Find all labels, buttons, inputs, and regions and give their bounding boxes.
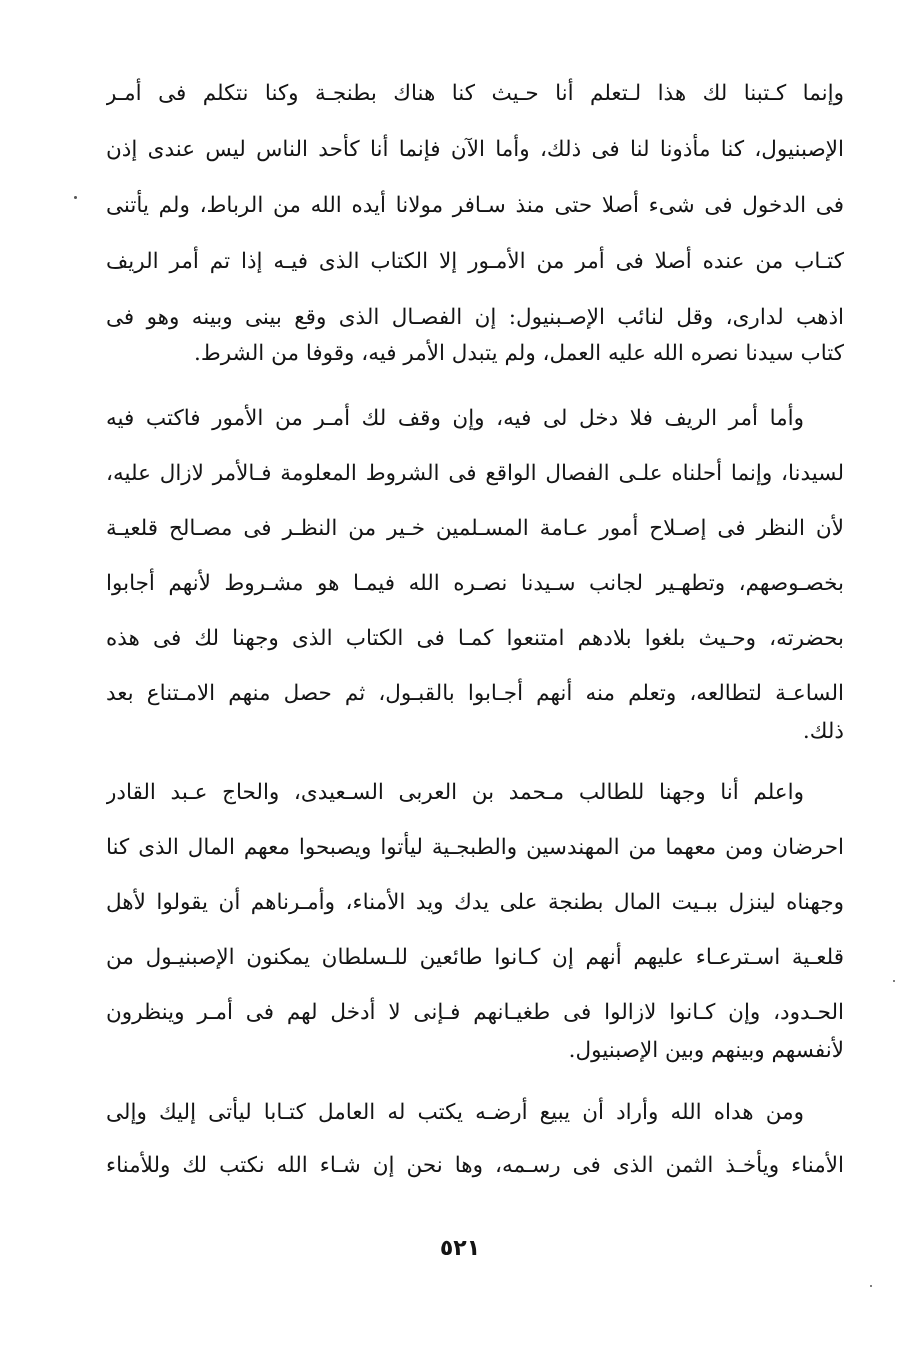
paragraph-first-line: وأما أمر الريف فلا دخل لى فيه، وإن وقف لك أمـر من الأمور فاكتب فيه	[106, 406, 804, 431]
text-line: الحـدود، وإن كـانوا لازالوا فى طغيـانهم فـإنى لا أدخل لهم فى أمـر وينظرون	[106, 1000, 844, 1025]
scan-speck	[870, 1285, 872, 1287]
text-line: لسيدنا، وإنما أحلناه علـى الفصال الواقع فى الشروط المعلومة فـالأمر لازال عليه،	[106, 461, 844, 486]
text-line: وإنما كـتبنا لك هذا لـتعلم أنا حـيث كنا هناك بطنجـة وكنا نتكلم فى أمـر	[106, 81, 844, 106]
text-line: ذلك.	[802, 719, 844, 744]
text-line: لأنفسهم وبينهم وبين الإصبنيول.	[568, 1038, 844, 1063]
text-line: قلعـية اسـترعـاء عليهم أنهم إن كـانوا طائعين للـسلطان يمكنون الإصبنيـول من	[106, 945, 844, 970]
paragraph-first-line: واعلم أنا وجهنا للطالب مـحمد بن العربى السـعيدى، والحاج عـبد القادر	[106, 780, 804, 805]
text-line: بخصـوصهم، وتطهـير لجانب سـيدنا نصـره الله فيمـا هو مشـروط لأنهم أجابوا	[106, 571, 844, 596]
text-line: احرضان ومن معهما من المهندسين والطبجـية ليأتوا ويصبحوا معهم المال الذى كنا	[106, 835, 844, 860]
text-line: وجهناه لينزل ببـيت المال بطنجة على يدك ويد الأمناء، وأمـرناهم أن يقولوا لأهل	[106, 890, 844, 915]
text-line: الأمناء ويأخـذ الثمن الذى فى رسـمه، وها نحن إن شـاء الله نكتب لك وللأمناء	[106, 1153, 844, 1178]
text-line: الإصبنيول، كنا مأذونا لنا فى ذلك، وأما الآن فإنما أنا كأحد الناس ليس عندى إذن	[106, 137, 844, 162]
text-line: كتاب سيدنا نصره الله عليه العمل، ولم يتبدل الأمر فيه، وقوفا من الشرط.	[194, 341, 844, 366]
page-number: ٥٢١	[439, 1236, 481, 1261]
text-line: لأن النظر فى إصـلاح أمور عـامة المسـلمين خـير من النظـر فى مصـالح قلعيـة	[106, 516, 844, 541]
scan-speck	[893, 980, 895, 982]
text-line: اذهب لدارى، وقل لنائب الإصـبنيول: إن الفصـال الذى وقع بينى وبينه وهو فى	[106, 305, 844, 330]
text-line: الساعـة لتطالعه، وتعلم منه أنهم أجـابوا بالقبـول، ثم حصل منهم الامـتناع بعد	[106, 681, 844, 706]
paragraph-first-line: ومن هداه الله وأراد أن يبيع أرضـه يكتب له العامل كتـابا ليأتى إليك وإلى	[106, 1100, 804, 1125]
scan-speck	[74, 196, 77, 199]
text-line: فى الدخول فى شىء أصلا حتى منذ سـافر مولانا أيده الله من الرباط، ولم يأتنى	[106, 193, 844, 218]
text-line: بحضرته، وحـيث بلغوا بلادهم امتنعوا كمـا فى الكتاب الذى وجهنا لك فى هذه	[106, 626, 844, 651]
text-line: كتـاب من عنده أصلا فى أمر من الأمـور إلا الكتاب الذى فيـه إذا تم أمر الريف	[106, 249, 844, 274]
